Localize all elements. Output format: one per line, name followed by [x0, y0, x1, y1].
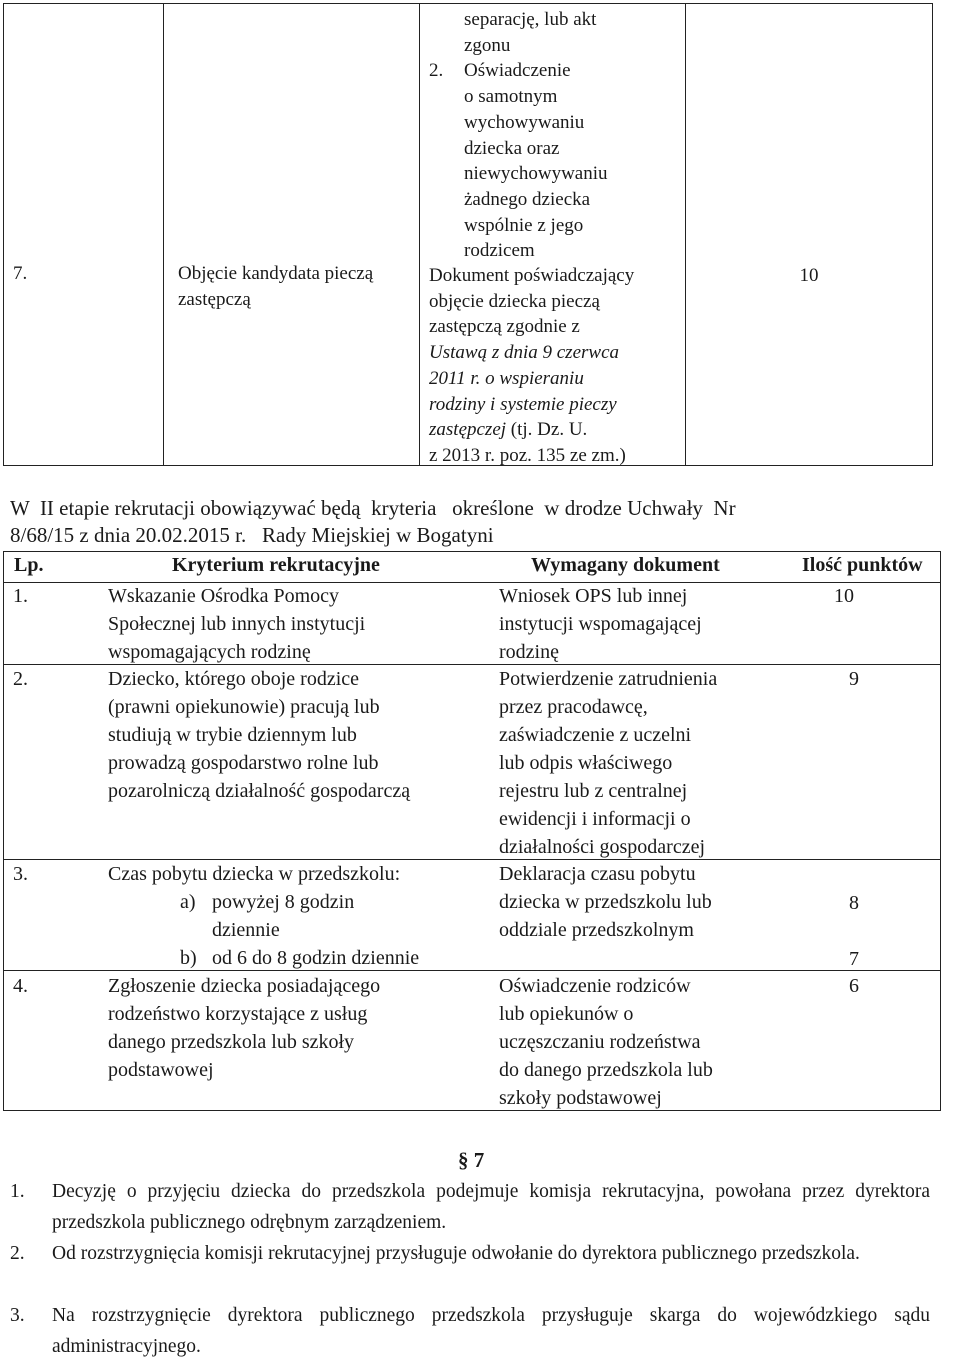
points-value: 7 — [849, 948, 859, 970]
row-number: 4. — [13, 975, 28, 997]
list-item-text: Od rozstrzygnięcia komisji rekrutacyjnej przysługuje odwołanie do dyrektora publicznego przedszkola. — [52, 1243, 860, 1264]
list-item-number: 3. — [10, 1305, 25, 1326]
criterion-line: Objęcie kandydata pieczą — [178, 263, 374, 284]
item-number: 2. — [429, 60, 444, 82]
row-divider — [4, 970, 940, 971]
sub-item-marker: a) — [180, 891, 196, 913]
list-item-text: Decyzję o przyjęciu dziecka do przedszkola podejmuje komisja rekrutacyjna, powołana przez dyrektora przedszkola publicznego odrębnym zarządzeniem. — [52, 1181, 930, 1233]
points-value: 8 — [849, 892, 859, 914]
stage-two-paragraph: W II etapie rekrutacji obowiązywać będą kryteria określone w drodze Uchwały Nr 8/68/15 z dnia 20.02.2015 r. Rady Miejskiej w Bogatyni — [10, 496, 736, 547]
criterion-line: zastępczą — [178, 288, 251, 310]
row-number: 7. — [13, 263, 28, 284]
list-item-number: 2. — [10, 1243, 25, 1264]
list-item — [10, 1300, 930, 1362]
list-item — [10, 1238, 930, 1269]
list-item-number: 1. — [10, 1181, 25, 1202]
top-criteria-table — [3, 3, 933, 466]
header-points: Ilość punktów — [802, 554, 923, 576]
previous-document-text: separację, lub akt zgonu 2. Oświadczenie o samotnym wychowywaniu dziecka oraz niewychowywaniu żadnego dziecka wspólnie z jego rodzicem — [429, 9, 608, 262]
table-header — [4, 552, 940, 583]
criterion-text: Zgłoszenie dziecka posiadającego rodzeństwo korzystające z usług danego przedszkola lub szkoły podstawowej — [108, 975, 381, 1081]
header-criterion: Kryterium rekrutacyjne — [172, 554, 380, 576]
points-value: 10 — [834, 585, 854, 607]
criterion-text: Dziecko, którego oboje rodzice (prawni opiekunowie) pracują lub studiują w trybie dziennym lub prowadzą gospodarstwo rolne lub pozarolniczą działalność gospodarczą — [108, 668, 411, 802]
document-cell — [420, 4, 686, 466]
row-number: 3. — [13, 863, 28, 885]
points-value: 9 — [849, 668, 859, 690]
points-cell — [686, 4, 933, 466]
list-item-text: Na rozstrzygnięcie dyrektora publicznego przedszkola przysługuje skarga do wojewódzkiego sądu administracyjnego. — [52, 1305, 930, 1357]
recruitment-criteria-table — [3, 551, 941, 1111]
section-7-list — [0, 1176, 960, 1363]
lp-cell — [4, 4, 164, 466]
points-value: 6 — [849, 975, 859, 997]
row-number: 2. — [13, 668, 28, 690]
criterion-text: Czas pobytu dziecka w przedszkolu: a) powyżej 8 godzin dziennie b) od 6 do 8 godzin dziennie — [108, 860, 488, 972]
criterion-cell — [164, 4, 420, 466]
header-lp: Lp. — [14, 554, 44, 576]
required-document-text: Dokument poświadczający objęcie dziecka pieczą zastępczą zgodnie z Ustawą z dnia 9 czerwca 2011 r. o wspieraniu rodziny i systemie pieczy zastępczej (tj. Dz. U. z 2013 r. poz. 135 ze zm.) — [429, 265, 635, 466]
section-heading: § 7 — [458, 1148, 485, 1172]
row-number: 1. — [13, 585, 28, 607]
sub-item-marker: b) — [180, 947, 197, 969]
list-item — [10, 1176, 930, 1238]
criterion-text: Wskazanie Ośrodka Pomocy Społecznej lub innych instytucji wspomagających rodzinę — [108, 585, 366, 663]
document-text: Deklaracja czasu pobytu dziecka w przedszkolu lub oddziale przedszkolnym — [499, 863, 712, 941]
points-value: 10 — [799, 265, 819, 286]
document-text: Oświadczenie rodziców lub opiekunów o uczęszczaniu rodzeństwa do danego przedszkola lub szkoły podstawowej — [499, 975, 713, 1109]
header-document: Wymagany dokument — [531, 554, 720, 576]
document-text: Wniosek OPS lub innej instytucji wspomagającej rodzinę — [499, 585, 702, 663]
document-text: Potwierdzenie zatrudnienia przez pracodawcę, zaświadczenie z uczelni lub odpis właściwego rejestru lub z centralnej ewidencji i informacji o działalności gospodarczej — [499, 668, 718, 858]
